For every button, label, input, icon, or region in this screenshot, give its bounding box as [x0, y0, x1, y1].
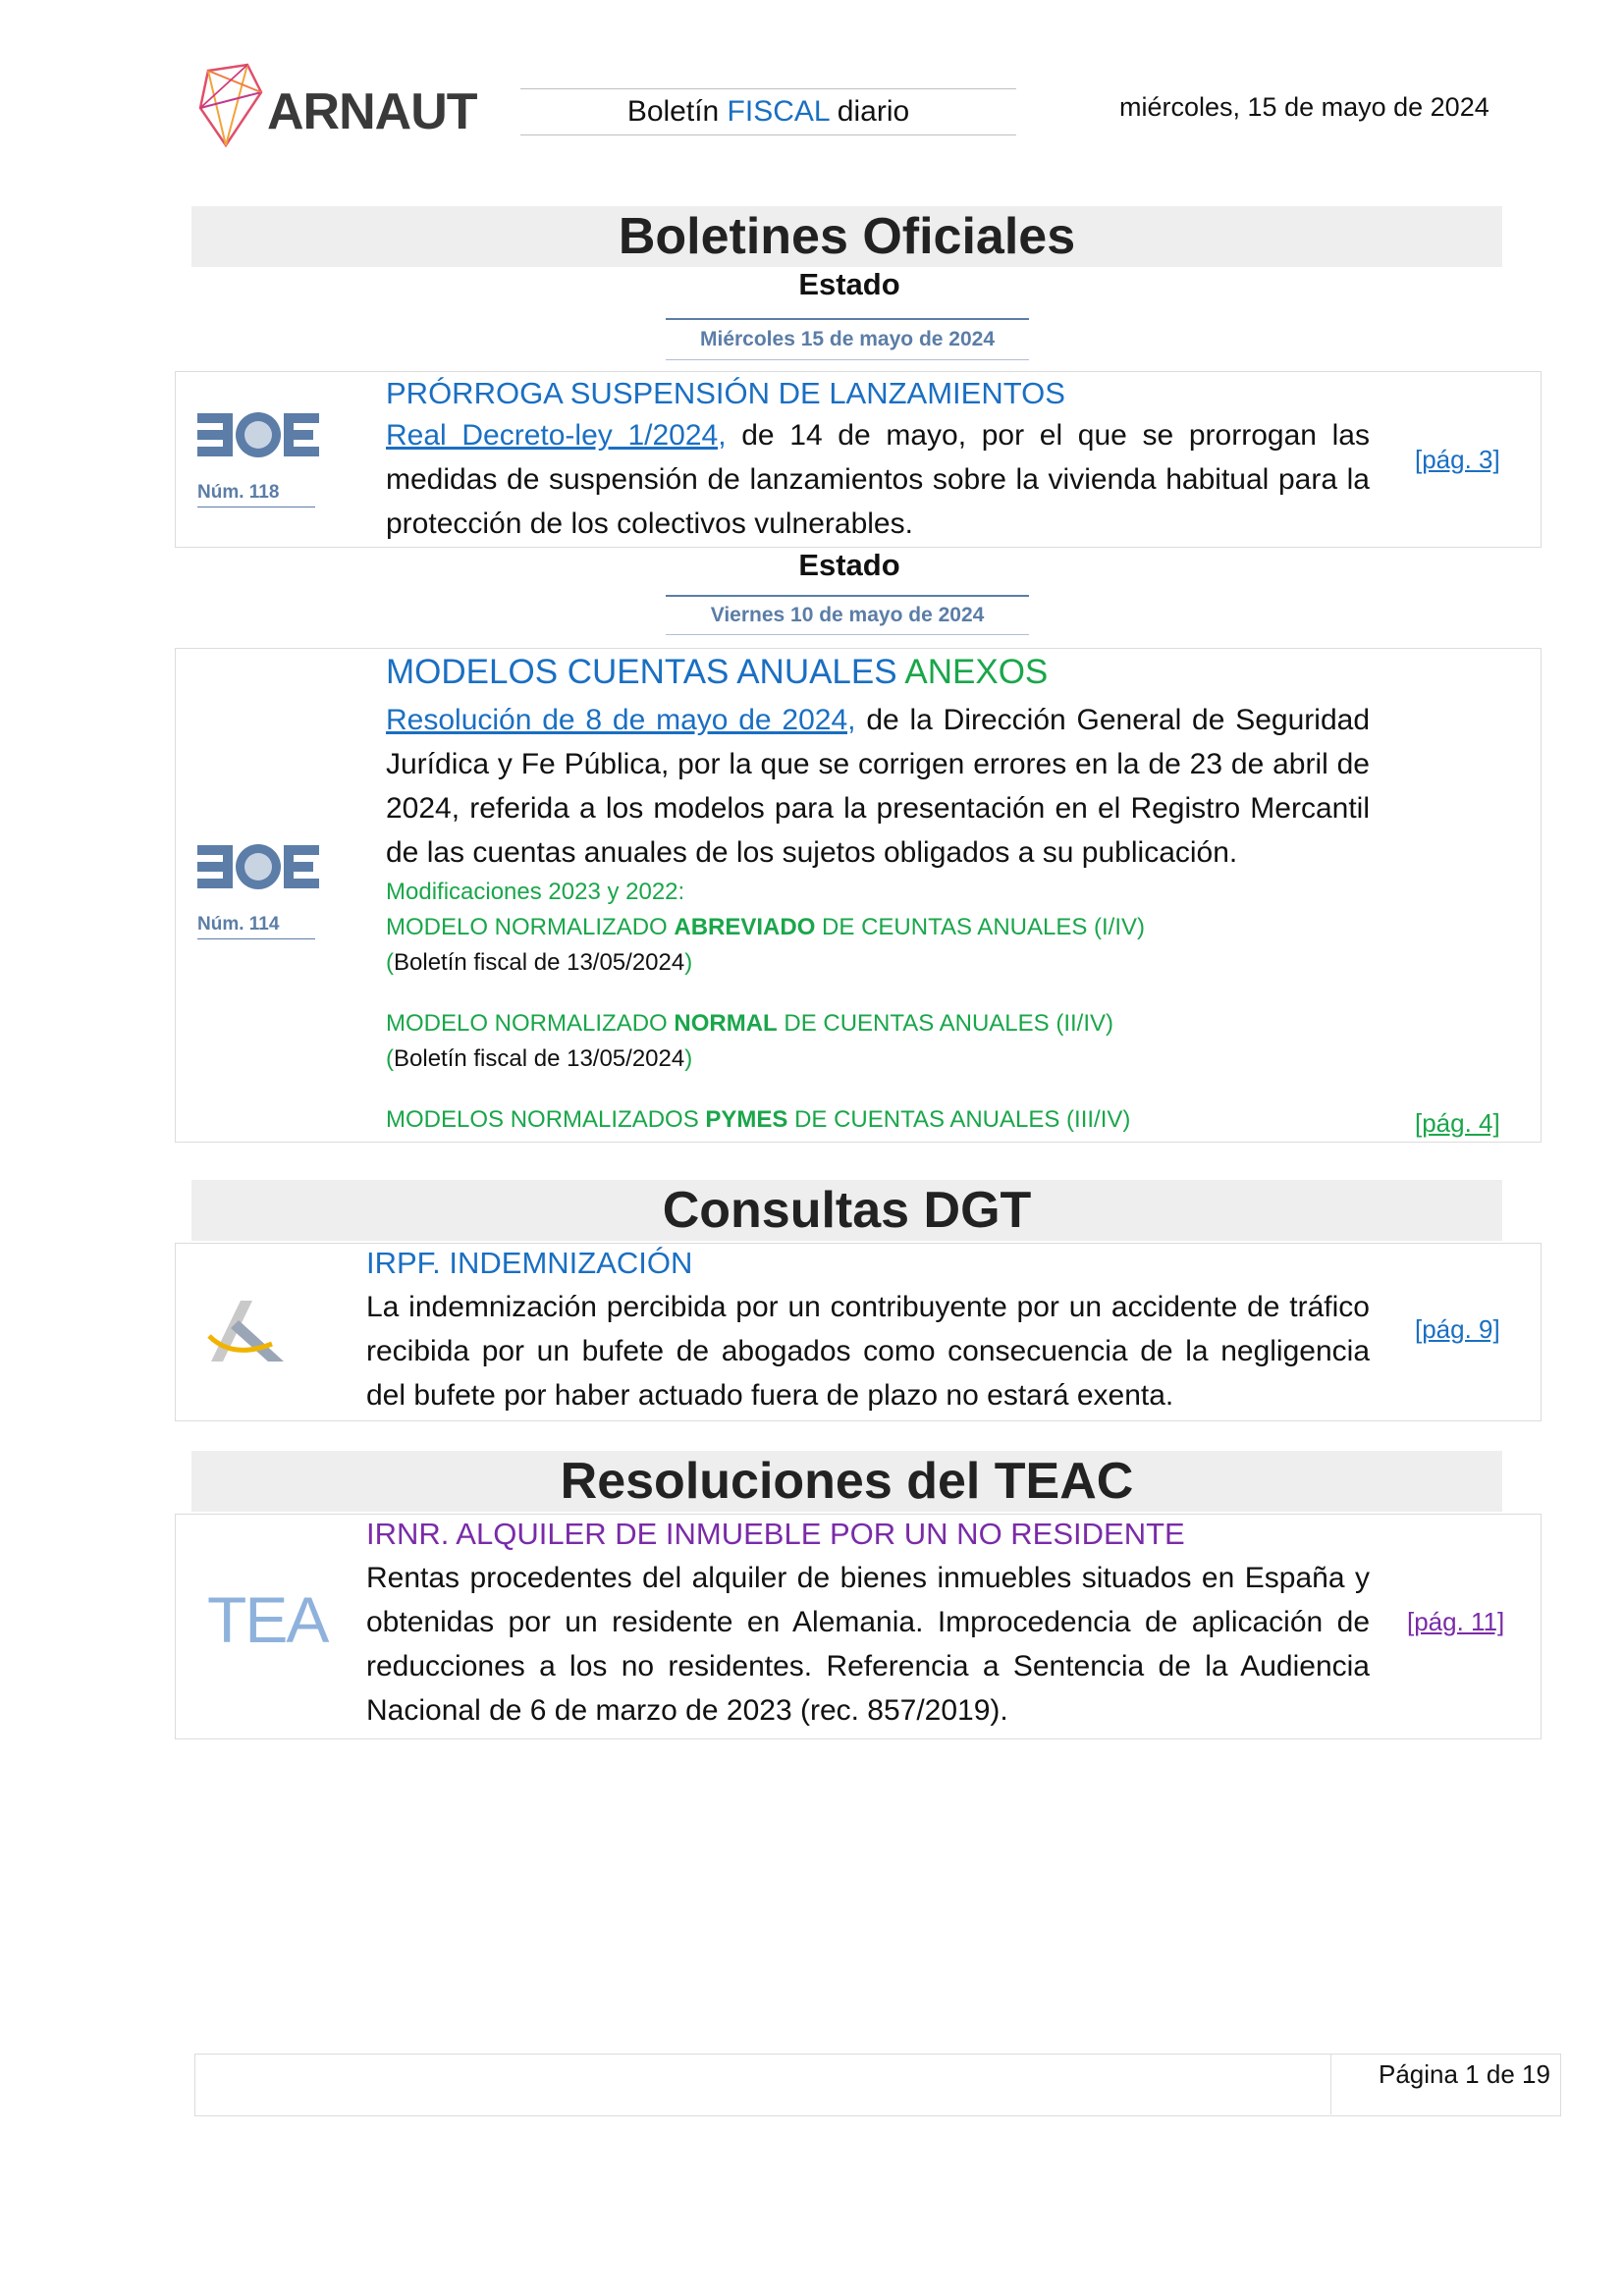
model-abreviado-ref: (Boletín fiscal de 13/05/2024) [386, 949, 693, 976]
boe-logo-icon [197, 841, 319, 892]
page-ref-link[interactable]: [pág. 4] [1415, 1108, 1500, 1138]
footer-divider [1330, 2054, 1331, 2114]
page-ref-link[interactable]: [pág. 3] [1415, 445, 1500, 474]
page-ref-link[interactable]: [pág. 11] [1407, 1607, 1505, 1636]
model-abreviado[interactable]: MODELO NORMALIZADO ABREVIADO DE CEUNTAS ANUALES (I/IV) [386, 914, 1146, 940]
agencia-tributaria-icon [203, 1291, 292, 1369]
source-estado-1: Estado [798, 267, 900, 301]
entry-body: Real Decreto-ley 1/2024, de 14 de mayo, por el que se prorrogan las medidas de suspensión de lanzamientos sobre la vivienda habitual para la protección de los colectivos vulnerables. [386, 419, 1370, 540]
section-consultas-heading: Consultas DGT [191, 1180, 1502, 1241]
boe-number: Núm. 118 [197, 482, 315, 507]
entry-title: MODELOS CUENTAS ANUALES ANEXOS [386, 653, 1049, 691]
tea-logo: TEA [207, 1583, 328, 1656]
entry-irpf [175, 1243, 1542, 1421]
model-normal-ref: (Boletín fiscal de 13/05/2024) [386, 1045, 693, 1072]
logo-text: ARNAUT [267, 83, 477, 140]
boe-logo-icon [197, 409, 319, 460]
arnaut-diamond-icon [196, 63, 265, 151]
entry-body: La indemnización percibida por un contribuyente por un accidente de tráfico recibida por un bufete de abogados como consecuencia de la negligencia del bufete por haber actuado fuera de plazo no estará exenta. [366, 1291, 1370, 1412]
entry-modelos [175, 648, 1542, 1143]
model-pymes[interactable]: MODELOS NORMALIZADOS PYMES DE CUENTAS ANUALES (III/IV) [386, 1106, 1131, 1133]
entry-title: PRÓRROGA SUSPENSIÓN DE LANZAMIENTOS [386, 376, 1065, 410]
model-normal[interactable]: MODELO NORMALIZADO NORMAL DE CUENTAS ANUALES (II/IV) [386, 1010, 1113, 1037]
entry-prorroga [175, 371, 1542, 548]
date-box-2: Viernes 10 de mayo de 2024 [666, 595, 1029, 635]
entry-body: Rentas procedentes del alquiler de bienes inmuebles situados en España y obtenidas por un residente en Alemania. Improcedencia de aplicación de reducciones a los no residentes. Referencia a Sentencia de la Audiencia Nacional de 6 de marzo de 2023 (rec. 857/2019). [366, 1562, 1370, 1727]
modifications-label: Modificaciones 2023 y 2022: [386, 879, 685, 905]
section-teac-heading: Resoluciones del TEAC [191, 1451, 1502, 1512]
header-date: miércoles, 15 de mayo de 2024 [1119, 92, 1489, 122]
entry-title: IRPF. INDEMNIZACIÓN [366, 1246, 693, 1280]
date-box-1: Miércoles 15 de mayo de 2024 [666, 318, 1029, 360]
section-boletines-heading: Boletines Oficiales [191, 206, 1502, 267]
entry-body: Resolución de 8 de mayo de 2024, de la Dirección General de Seguridad Jurídica y Fe Pública, por la que se corrigen errores en la de 23 de abril de 2024, referida a los modelos para la presentación en el Registro Mercantil de las cuentas anuales de los sujetos obligados a su publicación. [386, 704, 1371, 869]
entry-title: IRNR. ALQUILER DE INMUEBLE POR UN NO RESIDENTE [366, 1517, 1185, 1551]
page-ref-link[interactable]: [pág. 9] [1415, 1314, 1500, 1344]
entry-irnr [175, 1514, 1542, 1739]
boe-number: Núm. 114 [197, 914, 315, 939]
resolucion-link[interactable]: Resolución de 8 de mayo de 2024, [386, 704, 856, 736]
page-counter: Página 1 de 19 [1379, 2059, 1550, 2089]
arnaut-logo [196, 63, 477, 151]
real-decreto-link[interactable]: Real Decreto-ley 1/2024, [386, 419, 727, 452]
footer-box [194, 2054, 1561, 2116]
source-estado-2: Estado [798, 548, 900, 582]
bulletin-title: Boletín FISCAL diario [520, 88, 1016, 135]
